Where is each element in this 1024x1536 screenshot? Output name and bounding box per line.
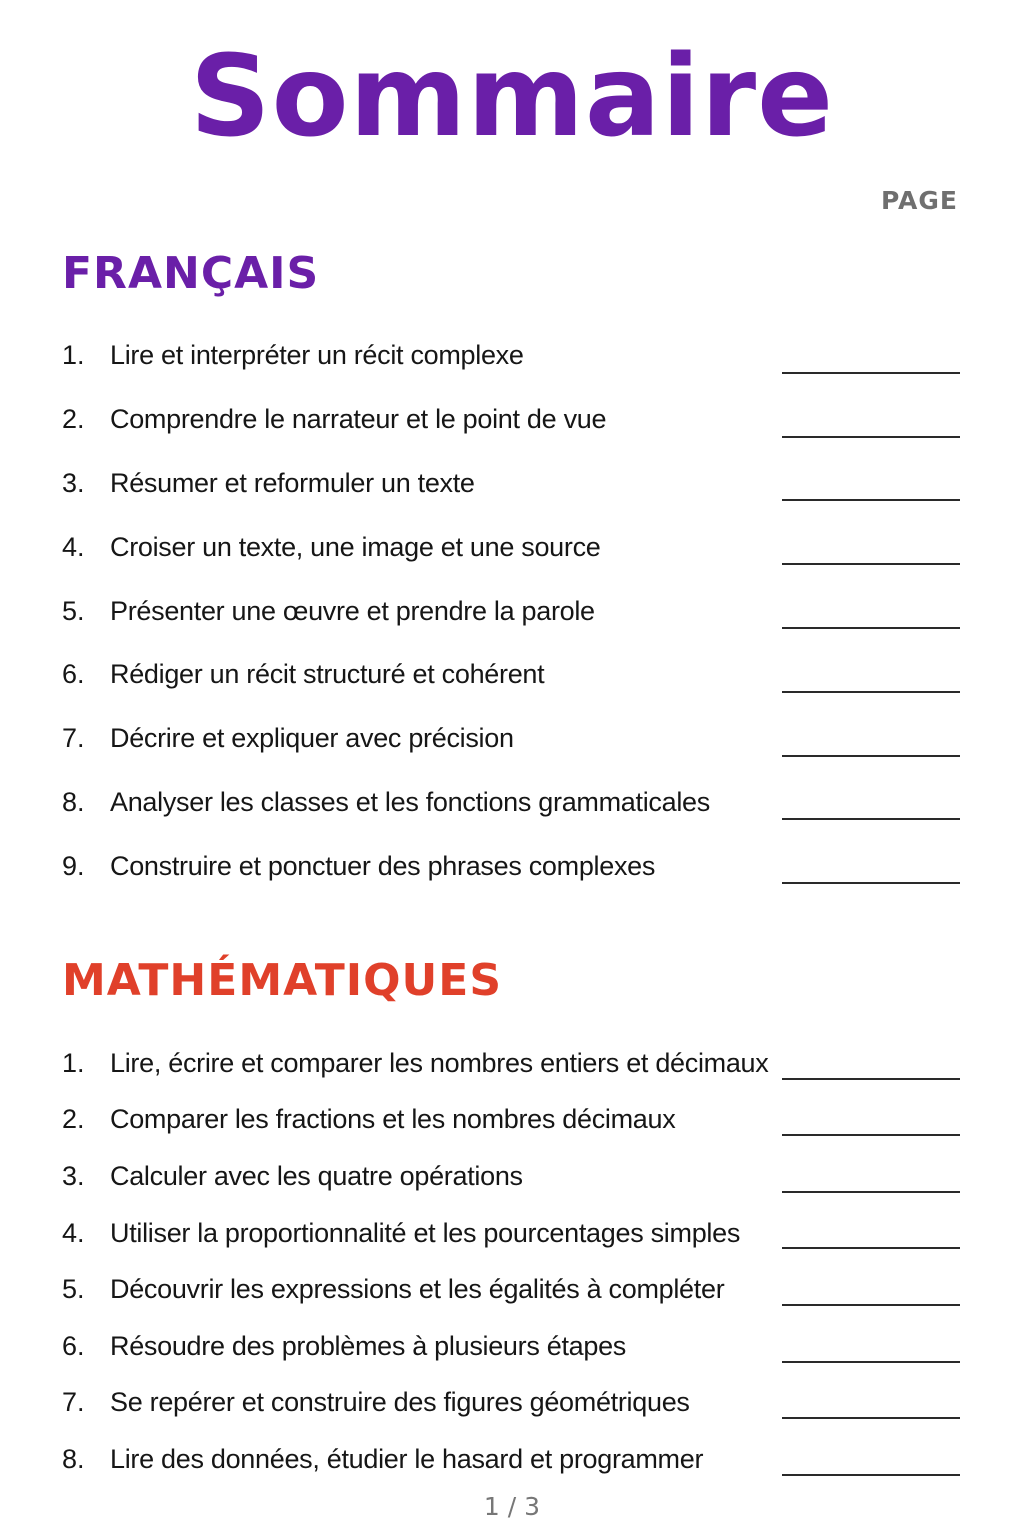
toc-item (62, 1375, 960, 1432)
toc-item-number: 3. (62, 1160, 85, 1191)
page-number-blank (782, 436, 960, 438)
toc-item-number: 1. (62, 1047, 85, 1078)
page-title: Sommaire (189, 32, 835, 162)
toc-item-title: Lire et interpréter un récit complexe (110, 340, 524, 371)
toc-item-number: 7. (62, 723, 85, 754)
toc-item-number: 6. (62, 659, 85, 690)
toc-item-number: 1. (62, 340, 85, 371)
page-number-blank (782, 1191, 960, 1193)
toc-item (62, 579, 960, 643)
toc-item (62, 1092, 960, 1149)
toc-item (62, 1261, 960, 1318)
toc-item-title: Comparer les fractions et les nombres décimaux (110, 1104, 676, 1135)
page-number-blank (782, 1474, 960, 1476)
toc-item-title: Découvrir les expressions et les égalités à compléter (110, 1274, 725, 1305)
page-number-blank (782, 1361, 960, 1363)
toc-item (62, 388, 960, 452)
toc-item-number: 7. (62, 1387, 85, 1418)
page-number-blank (782, 372, 960, 374)
toc-item (62, 643, 960, 707)
toc-item (62, 834, 960, 898)
toc-list-mathematiques (62, 1035, 960, 1488)
page-number-blank (782, 499, 960, 501)
toc-item-number: 3. (62, 467, 85, 498)
page-number-blank (782, 1078, 960, 1080)
page-number-blank (782, 1304, 960, 1306)
page-column-header: PAGE (881, 186, 958, 215)
toc-item-number: 2. (62, 404, 85, 435)
toc-item-title: Analyser les classes et les fonctions grammaticales (110, 786, 710, 817)
page-indicator: 1 / 3 (483, 1492, 541, 1521)
toc-item-number: 8. (62, 786, 85, 817)
page-number-blank (782, 563, 960, 565)
toc-item-number: 5. (62, 1274, 85, 1305)
page-number-blank (782, 627, 960, 629)
page-number-blank (782, 691, 960, 693)
section-title-francais: FRANÇAIS (62, 248, 320, 299)
toc-item-title: Comprendre le narrateur et le point de vue (110, 404, 607, 435)
toc-item (62, 1205, 960, 1262)
toc-item (62, 1148, 960, 1205)
toc-list-francais (62, 324, 960, 898)
toc-item-title: Lire, écrire et comparer les nombres entiers et décimaux (110, 1047, 769, 1078)
toc-item-title: Présenter une œuvre et prendre la parole (110, 595, 595, 626)
toc-item-title: Résumer et reformuler un texte (110, 467, 475, 498)
toc-item-title: Calculer avec les quatre opérations (110, 1160, 523, 1191)
toc-item (62, 324, 960, 388)
toc-item-number: 2. (62, 1104, 85, 1135)
page-number-blank (782, 818, 960, 820)
toc-item-title: Résoudre des problèmes à plusieurs étapes (110, 1330, 627, 1361)
toc-item (62, 1431, 960, 1488)
section-title-mathematiques: MATHÉMATIQUES (62, 955, 503, 1006)
toc-item-title: Rédiger un récit structuré et cohérent (110, 659, 545, 690)
toc-item (62, 707, 960, 771)
page-number-blank (782, 1247, 960, 1249)
toc-item-number: 4. (62, 1217, 85, 1248)
toc-item (62, 452, 960, 516)
toc-item-title: Décrire et expliquer avec précision (110, 723, 514, 754)
toc-item-title: Croiser un texte, une image et une source (110, 531, 601, 562)
page-number-blank (782, 1134, 960, 1136)
toc-item (62, 1318, 960, 1375)
toc-item-number: 9. (62, 850, 85, 881)
toc-item-number: 5. (62, 595, 85, 626)
page-number-blank (782, 882, 960, 884)
toc-item (62, 515, 960, 579)
toc-item-number: 8. (62, 1443, 85, 1474)
toc-item-number: 4. (62, 531, 85, 562)
page-number-blank (782, 1417, 960, 1419)
toc-item-title: Lire des données, étudier le hasard et programmer (110, 1443, 704, 1474)
toc-item (62, 771, 960, 835)
toc-item-title: Se repérer et construire des figures géométriques (110, 1387, 690, 1418)
page-number-blank (782, 755, 960, 757)
toc-item-title: Utiliser la proportionnalité et les pourcentages simples (110, 1217, 741, 1248)
toc-item-title: Construire et ponctuer des phrases complexes (110, 850, 656, 881)
toc-item-number: 6. (62, 1330, 85, 1361)
toc-item (62, 1035, 960, 1092)
